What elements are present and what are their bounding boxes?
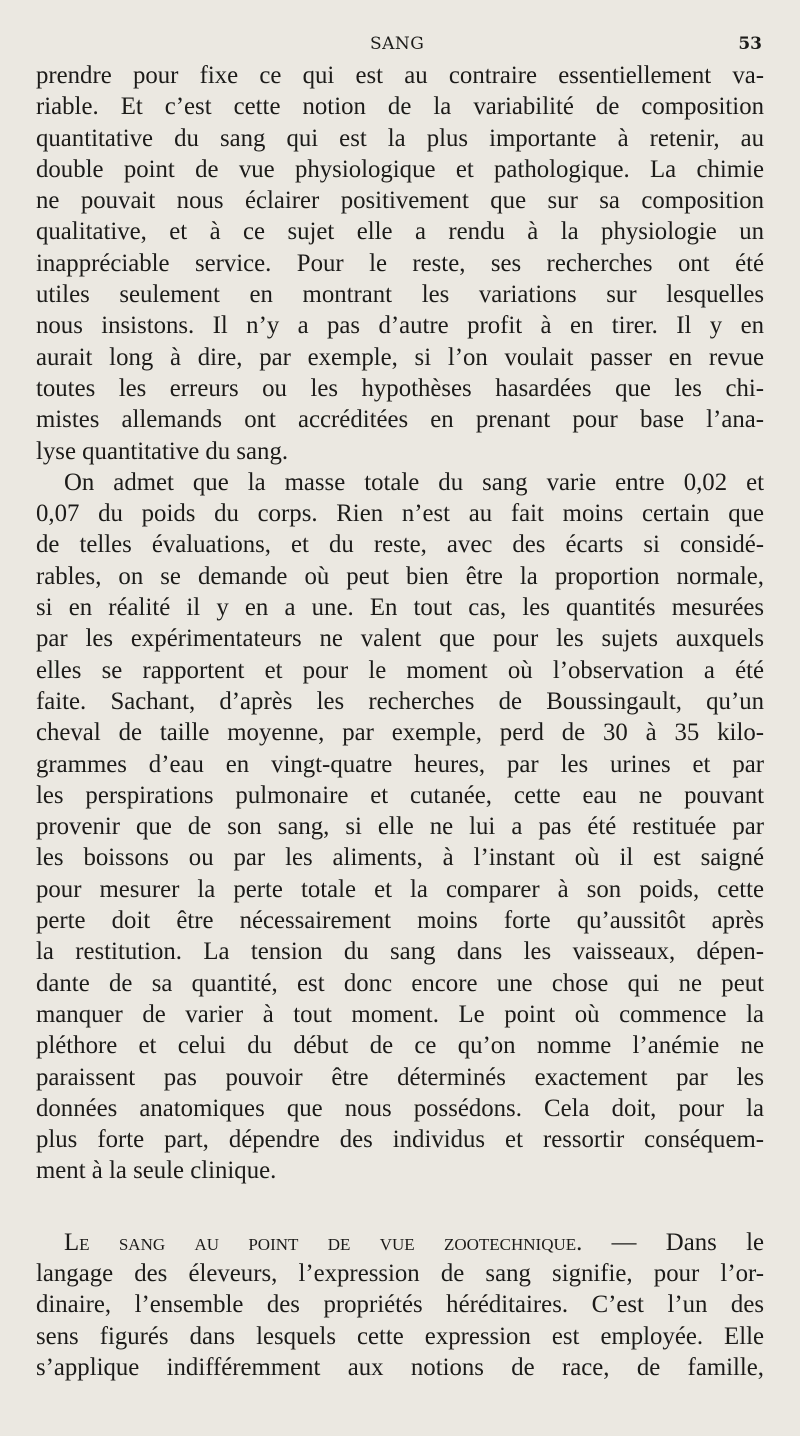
text-line: pléthore et celui du début de ce qu’on nomme l’anémie ne <box>36 1032 764 1060</box>
text-line: nous insistons. Il n’y a pas d’autre profit à en tirer. Il y en <box>36 312 764 340</box>
text-line: si en réalité il y en a une. En tout cas, les quantités mesurées <box>36 594 764 622</box>
text-line: mistes allemands ont accréditées en prenant pour base l’ana- <box>36 406 764 434</box>
text-line: aurait long à dire, par exemple, si l’on voulait passer en revue <box>36 343 764 371</box>
running-head: SANG <box>370 34 425 54</box>
text-line <box>36 1227 764 1258</box>
text-line: paraissent pas pouvoir être déterminés exactement par les <box>36 1063 764 1091</box>
section-zootechnique <box>36 1227 764 1383</box>
text-line: inappréciable service. Pour le reste, ses recherches ont été <box>36 249 764 277</box>
text-line: faite. Sachant, d’après les recherches de Boussingault, qu’un <box>36 687 764 715</box>
section-gap <box>36 1187 764 1227</box>
text-line: de telles évaluations, et du reste, avec des écarts si considé- <box>36 531 764 559</box>
body-text <box>36 60 764 1383</box>
paragraph-2 <box>36 467 764 1187</box>
text-line: provenir que de son sang, si elle ne lui a pas été restituée par <box>36 813 764 841</box>
text-line: pour mesurer la perte totale et la comparer à son poids, cette <box>36 875 764 903</box>
text-line: données anatomiques que nous possédons. Cela doit, pour la <box>36 1094 764 1122</box>
text-line: grammes d’eau en vingt-quatre heures, par les urines et par <box>36 750 764 778</box>
text-line: elles se rapportent et pour le moment où l’observation a été <box>36 656 764 684</box>
text-line: dante de sa quantité, est donc encore une chose qui ne peut <box>36 969 764 997</box>
text-line: riable. Et c’est cette notion de la variabilité de composition <box>36 93 764 121</box>
text-line: la restitution. La tension du sang dans les vaisseaux, dépen- <box>36 938 764 966</box>
text-line: qualitative, et à ce sujet elle a rendu à la physiologie un <box>36 218 764 246</box>
text-line: 0,07 du poids du corps. Rien n’est au fait moins certain que <box>36 500 764 528</box>
text-line: rables, on se demande où peut bien être la proportion normale, <box>36 562 764 590</box>
page-number: 53 <box>738 34 762 54</box>
text-line: quantitative du sang qui est la plus importante à retenir, au <box>36 124 764 152</box>
text-line: ment à la seule clinique. <box>36 1157 277 1185</box>
text-line: les boissons ou par les aliments, à l’instant où il est saigné <box>36 844 764 872</box>
text-line: toutes les erreurs ou les hypothèses hasardées que les chi- <box>36 374 764 402</box>
text-line: utiles seulement en montrant les variations sur lesquelles <box>36 281 764 309</box>
text-line: cheval de taille moyenne, par exemple, perd de 30 à 35 kilo- <box>36 719 764 747</box>
text-line: perte doit être nécessairement moins forte qu’aussitôt après <box>36 907 764 935</box>
text-line: On admet que la masse totale du sang varie entre 0,02 et <box>64 468 764 496</box>
text-line: les perspirations pulmonaire et cutanée, cette eau ne pouvant <box>36 781 764 809</box>
text-line: ne pouvait nous éclairer positivement que sur sa composition <box>36 187 764 215</box>
text-line: lyse quantitative du sang. <box>36 437 289 465</box>
section-first-line: Dans le <box>636 1228 764 1256</box>
text-line: plus forte part, dépendre des individus et ressortir conséquem- <box>36 1126 764 1154</box>
text-line: double point de vue physiologique et pathologique. La chimie <box>36 155 764 183</box>
text-line: sens figurés dans lesquels cette expression est employée. Elle <box>36 1322 764 1350</box>
section-heading: Le sang au point de vue zootechnique. — <box>64 1228 637 1256</box>
page-header <box>0 34 800 58</box>
text-line: langage des éleveurs, l’expression de sang signifie, pour l’or- <box>36 1259 764 1287</box>
text-line: par les expérimentateurs ne valent que pour les sujets auxquels <box>36 625 764 653</box>
text-line: prendre pour fixe ce qui est au contraire essentiellement va- <box>36 62 764 89</box>
text-line: dinaire, l’ensemble des propriétés héréditaires. C’est l’un des <box>36 1291 764 1319</box>
text-line: manquer de varier à tout moment. Le point où commence la <box>36 1000 764 1028</box>
paragraph-1 <box>36 60 764 467</box>
text-line: s’applique indifféremment aux notions de race, de famille, <box>36 1353 764 1381</box>
